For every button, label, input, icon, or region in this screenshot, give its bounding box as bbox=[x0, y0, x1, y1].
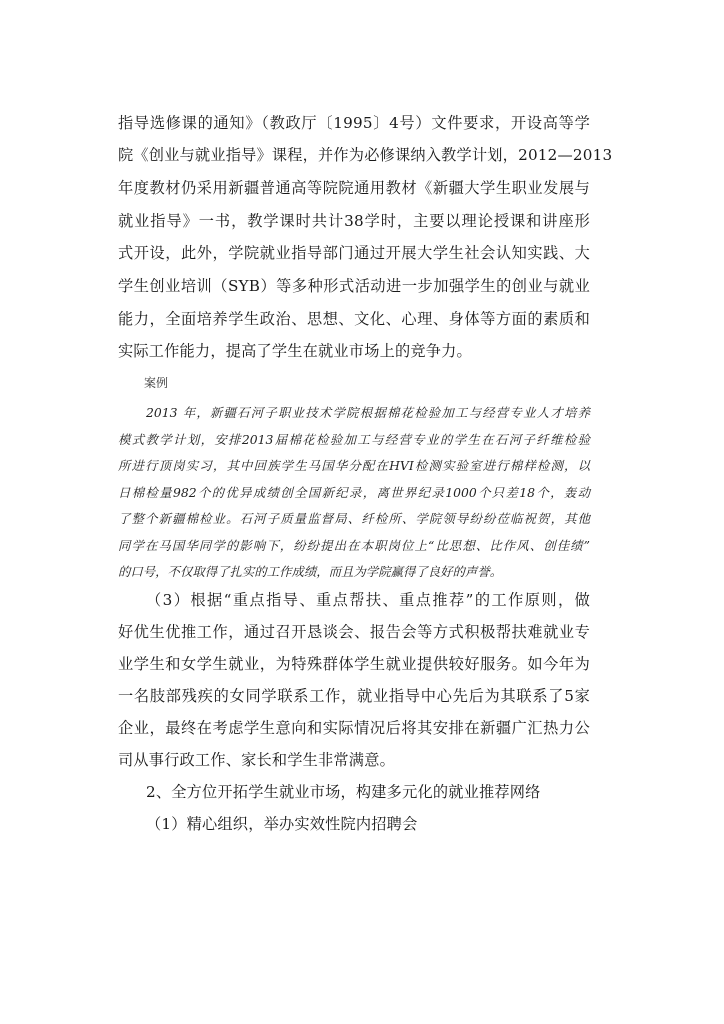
case-line: 日棉检量982个的优异成绩创全国新纪录，离世界纪录1000个只差18个，轰动 bbox=[118, 485, 590, 500]
subsection-heading: （1）精心组织，举办实效性院内招聘会 bbox=[146, 815, 418, 833]
paragraph-line: 年度教材仍采用新疆普通高等院院通用教材《新疆大学生职业发展与 bbox=[118, 179, 590, 197]
paragraph-line: 一名肢部残疾的女同学联系工作，就业指导中心先后为其联系了5家 bbox=[118, 687, 590, 705]
paragraph-line: 好优生优推工作，通过召开恳谈会、报告会等方式积极帮扶难就业专 bbox=[118, 623, 590, 641]
case-line: 的口号，不仅取得了扎实的工作成绩，而且为学院赢得了良好的声誉。 bbox=[118, 564, 503, 579]
paragraph-line: （3）根据“重点指导、重点帮扶、重点推荐”的工作原则，做 bbox=[146, 591, 590, 609]
case-line: 模式教学计划，安排2013届棉花检验加工与经营专业的学生在石河子纤维检验 bbox=[118, 432, 590, 447]
case-line: 了整个新疆棉检业。石河子质量监督局、纤检所、学院领导纷纷莅临祝贺，其他 bbox=[118, 511, 590, 526]
paragraph-line: 院《创业与就业指导》课程，并作为必修课纳入教学计划，2012—2013 bbox=[118, 146, 613, 164]
paragraph-line: 指导选修课的通知》（教政厅〔1995〕4号）文件要求，开设高等学 bbox=[118, 114, 590, 132]
paragraph-line: 司从事行政工作、家长和学生非常满意。 bbox=[118, 751, 395, 769]
paragraph-line: 学生创业培训（SYB）等多种形式活动进一步加强学生的创业与就业 bbox=[118, 277, 590, 295]
paragraph-line: 实际工作能力，提高了学生在就业市场上的竞争力。 bbox=[118, 342, 472, 360]
paragraph-line: 式开设，此外，学院就业指导部门通过开展大学生社会认知实践、大 bbox=[118, 244, 590, 262]
paragraph-line: 就业指导》一书，教学课时共计38学时，主要以理论授课和讲座形 bbox=[118, 212, 590, 230]
case-line: 2013 年，新疆石河子职业技术学院根据棉花检验加工与经营专业人才培养 bbox=[146, 405, 590, 420]
section-heading: 2、全方位开拓学生就业市场，构建多元化的就业推荐网络 bbox=[146, 783, 541, 801]
paragraph-line: 业学生和女学生就业，为特殊群体学生就业提供较好服务。如今年为 bbox=[118, 655, 590, 673]
case-line: 所进行顶岗实习，其中回族学生马国华分配在HVI检测实验室进行棉样检测，以 bbox=[118, 458, 590, 473]
case-line: 同学在马国华同学的影响下，纷纷提出在本职岗位上“比思想、比作风、创佳绩” bbox=[118, 538, 590, 553]
case-label: 案例 bbox=[144, 376, 169, 390]
paragraph-line: 能力，全面培养学生政治、思想、文化、心理、身体等方面的素质和 bbox=[118, 310, 590, 328]
paragraph-line: 企业，最终在考虑学生意向和实际情况后将其安排在新疆广汇热力公 bbox=[118, 719, 590, 737]
